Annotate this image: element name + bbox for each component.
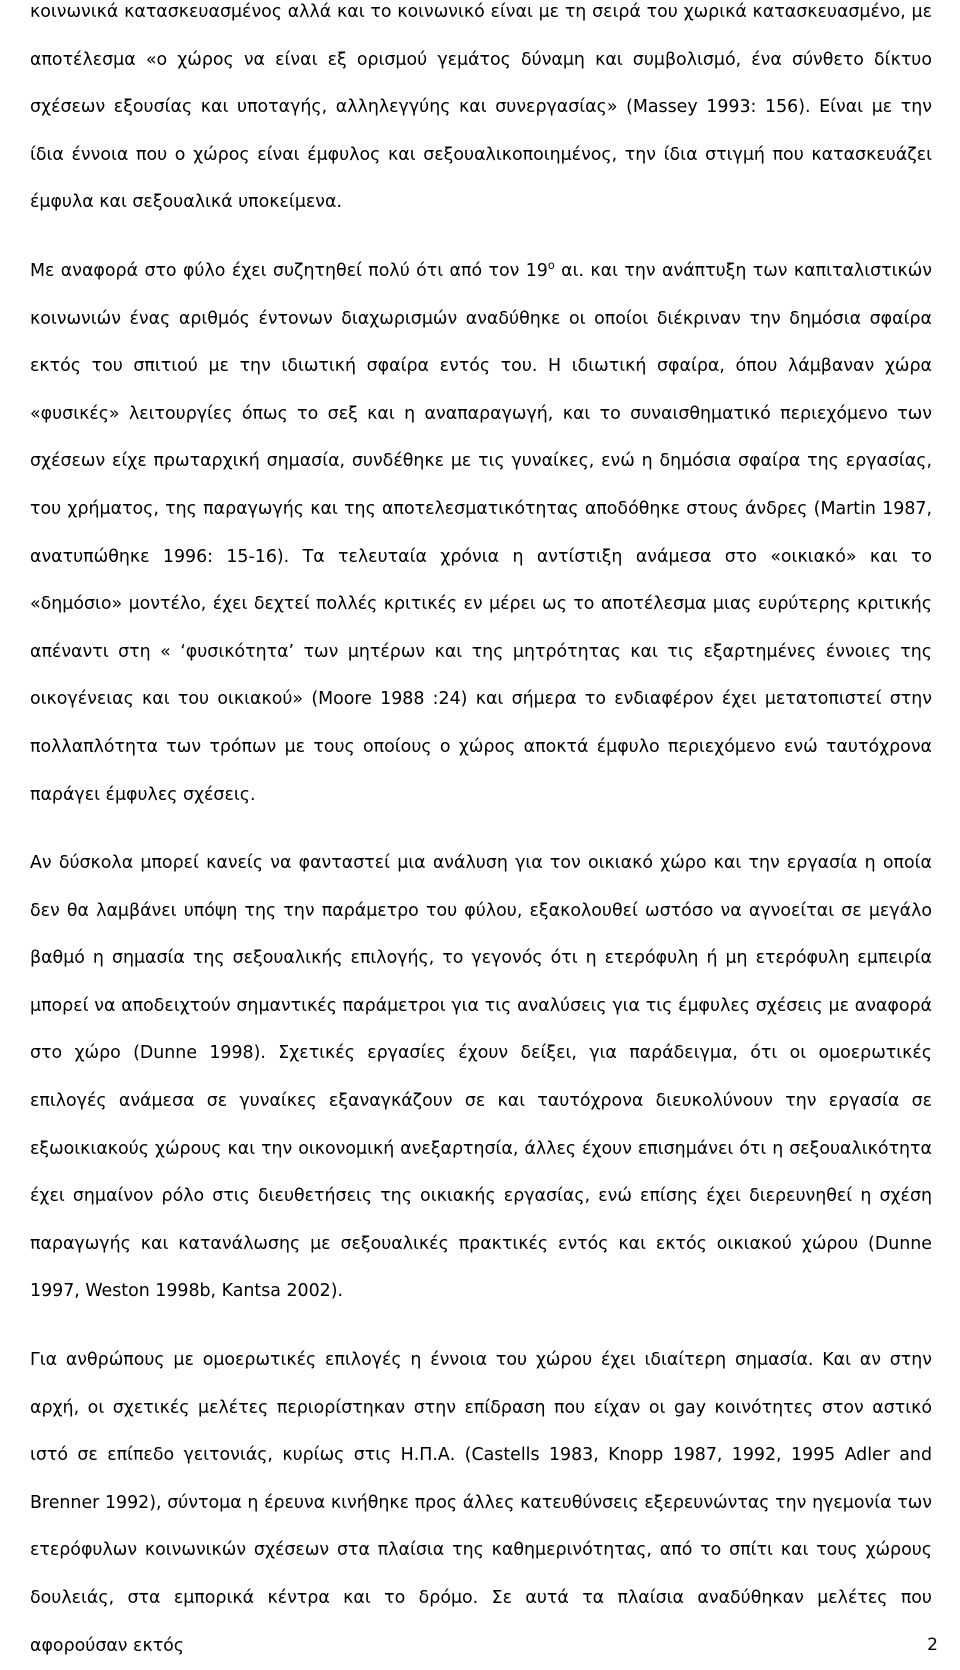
paragraph-2 — [30, 248, 932, 819]
paragraph-2-text-a: Με αναφορά στο φύλο έχει συζητηθεί πολύ ότι από τον 19 — [30, 260, 548, 281]
document-page — [30, 0, 932, 1670]
paragraph-3: Αν δύσκολα μπορεί κανείς να φανταστεί μια ανάλυση για τον οικιακό χώρο και την εργασία η οποία δεν θα λαμβάνει υπόψη της την παράμετρο του φύλου, εξακολουθεί ωστόσο να αγνοείται σε μεγάλο βαθμό η σημασία της σεξουαλικής επιλογής, το γεγονός ότι η ετερόφυλη ή μη ετερόφυλη εμπειρία μπορεί να αποδειχτούν σημαντικές παράμετροι για τις αναλύσεις για τις έμφυλες σχέσεις με αναφορά στο χώρο (Dunne 1998). Σχετικές εργασίες έχουν δείξει, για παράδειγμα, ότι οι ομοερωτικές επιλογές ανάμεσα σε γυναίκες εξαναγκάζουν σε και ταυτόχρονα διευκολύνουν την εργασία σε εξωοικιακούς χώρους και την οικονομική ανεξαρτησία, άλλες έχουν επισημάνει ότι η σεξουαλικότητα έχει σημαίνον ρόλο στις διευθετήσεις της οικιακής εργασίας, ενώ επίσης έχει διερευνηθεί η σχέση παραγωγής και κατανάλωσης με σεξουαλικές πρακτικές εντός και εκτός οικιακού χώρου (Dunne 1997, Weston 1998b, Kantsa 2002). — [30, 853, 932, 1302]
paragraph-2-text-b: αι. και την ανάπτυξη των καπιταλιστικών κοινωνιών ένας αριθμός έντονων διαχωρισμών αναδύθηκε οι οποίοι διέκριναν την δημόσια σφαίρα εκτός του σπιτιού με την ιδιωτική σφαίρα εντός του. Η ιδιωτική σφαίρα, όπου λάμβαναν χώρα «φυσικές» λειτουργίες όπως το σεξ και η αναπαραγωγή, και το συναισθηματικό περιεχόμενο των σχέσεων είχε πρωταρχική σημασία, συνδέθηκε με τις γυναίκες, ενώ η δημόσια σφαίρα της εργασίας, του χρήματος, της παραγωγής και της αποτελεσματικότητας αποδόθηκε στους άνδρες (Martin 1987, ανατυπώθηκε 1996: 15-16). Τα τελευταία χρόνια η αντίστιξη ανάμεσα στο «οικιακό» και το «δημόσιο» μοντέλο, έχει δεχτεί πολλές κριτικές εν μέρει ως το αποτέλεσμα μιας ευρύτερης κριτικής απέναντι στη « ‘φυσικότητα’ των μητέρων και της μητρότητας και τις εξαρτημένες έννοιες της οικογένειας και του οικιακού» (Moore 1988 :24) και σήμερα το ενδιαφέρον έχει μετατοπιστεί στην πολλαπλότητα των τρόπων με τους οποίους ο χώρος αποκτά έμφυλο περιεχόμενο ενώ ταυτόχρονα παράγει έμφυλες σχέσεις. — [30, 260, 932, 805]
superscript-ordinal: ο — [547, 259, 555, 273]
paragraph-4: Για ανθρώπους με ομοερωτικές επιλογές η έννοια του χώρου έχει ιδιαίτερη σημασία. Και αν στην αρχή, οι σχετικές μελέτες περιορίστηκαν στην επίδραση που είχαν οι gay κοινότητες στον αστικό ιστό σε επίπεδο γειτονιάς, κυρίως στις Η.Π.Α. (Castells 1983, Knopp 1987, 1992, 1995 Adler and Brenner 1992), σύντομα η έρευνα κινήθηκε προς άλλες κατευθύνσεις εξερευνώντας την ηγεμονία των ετερόφυλων κοινωνικών σχέσεων στα πλαίσια της καθημερινότητας, από το σπίτι και τους χώρους δουλειάς, στα εμπορικά κέντρα και το δρόμο. Σε αυτά τα πλαίσια αναδύθηκαν μελέτες που αφορούσαν εκτός — [30, 1350, 932, 1656]
page-number: 2 — [927, 1635, 938, 1655]
paragraph-1: κοινωνικά κατασκευασμένος αλλά και το κοινωνικό είναι με τη σειρά του χωρικά κατασκευασμένο, με αποτέλεσμα «ο χώρος να είναι εξ ορισμού γεμάτος δύναμη και συμβολισμό, ένα σύνθετο δίκτυο σχέσεων εξουσίας και υποταγής, αλληλεγγύης και συνεργασίας» (Massey 1993: 156). Είναι με την ίδια έννοια που ο χώρος είναι έμφυλος και σεξουαλικοποιημένος, την ίδια στιγμή που κατασκευάζει έμφυλα και σεξουαλικά υποκείμενα. — [30, 2, 932, 213]
